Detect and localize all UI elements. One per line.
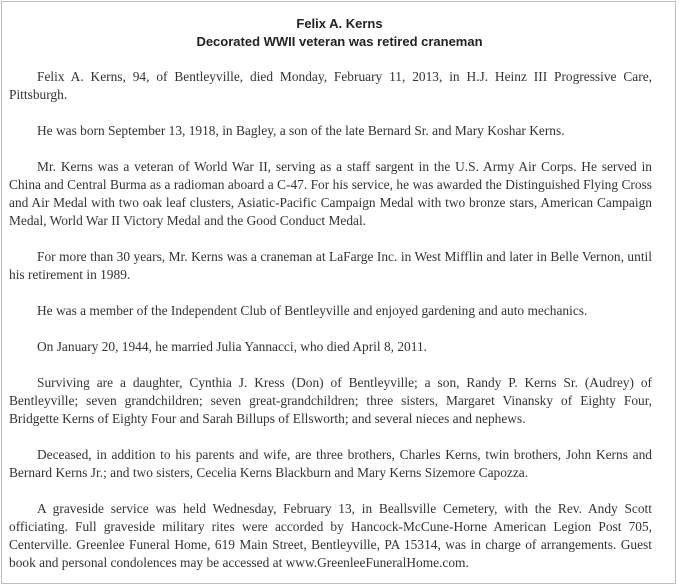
paragraph-service-arrangements: A graveside service was held Wednesday, February 13, in Beallsville Cemetery, with the Rev. Andy Scott officiating. Full graveside military rites were accorded by Hancock-McCune-Horne American Legion Post 705, Centerville. Greenlee Funeral Home, 619 Main Street, Bentleyville, PA 15314, was in charge of arrangements. Guest book and personal condolences may be accessed at www.GreenleeFuneralHome.com.: [9, 501, 652, 570]
paragraph-deceased-relatives: Deceased, in addition to his parents and wife, are three brothers, Charles Kerns, twin brothers, John Kerns and Bernard Kerns Jr.; and two sisters, Cecelia Kerns Blackburn and Mary Kerns Sizemore Capozza.: [9, 447, 652, 480]
paragraph-survivors: Surviving are a daughter, Cynthia J. Kress (Don) of Bentleyville; a son, Randy P. Kerns Sr. (Audrey) of Bentleyville; seven grandchildren; seven great-grandchildren; three sisters, Margaret Vinansky of Eighty Four, Bridgette Kerns of Eighty Four and Sarah Billups of Ellsworth; and several nieces and nephews.: [9, 375, 652, 426]
paragraph-marriage: On January 20, 1944, he married Julia Yannacci, who died April 8, 2011.: [37, 339, 427, 354]
obituary-subtitle: Decorated WWII veteran was retired craneman: [196, 34, 483, 49]
obituary-title: Felix A. Kerns: [296, 16, 383, 31]
paragraph-birth: He was born September 13, 1918, in Bagley, a son of the late Bernard Sr. and Mary Koshar Kerns.: [37, 123, 565, 138]
paragraph-career: For more than 30 years, Mr. Kerns was a craneman at LaFarge Inc. in West Mifflin and later in Belle Vernon, until his retirement in 1989.: [9, 249, 652, 282]
paragraph-club-membership: He was a member of the Independent Club of Bentleyville and enjoyed gardening and auto mechanics.: [37, 303, 588, 318]
paragraph-death-notice: Felix A. Kerns, 94, of Bentleyville, died Monday, February 11, 2013, in H.J. Heinz III Progressive Care, Pittsburgh.: [9, 69, 652, 102]
paragraph-military-service: Mr. Kerns was a veteran of World War II, serving as a staff sargent in the U.S. Army Air Corps. He served in China and Central Burma as a radioman aboard a C-47. For his service, he was awarded the Distinguished Flying Cross and Air Medal with two oak leaf clusters, Asiatic-Pacific Campaign Medal with two bronze stars, American Campaign Medal, World War II Victory Medal and the Good Conduct Medal.: [9, 159, 652, 228]
